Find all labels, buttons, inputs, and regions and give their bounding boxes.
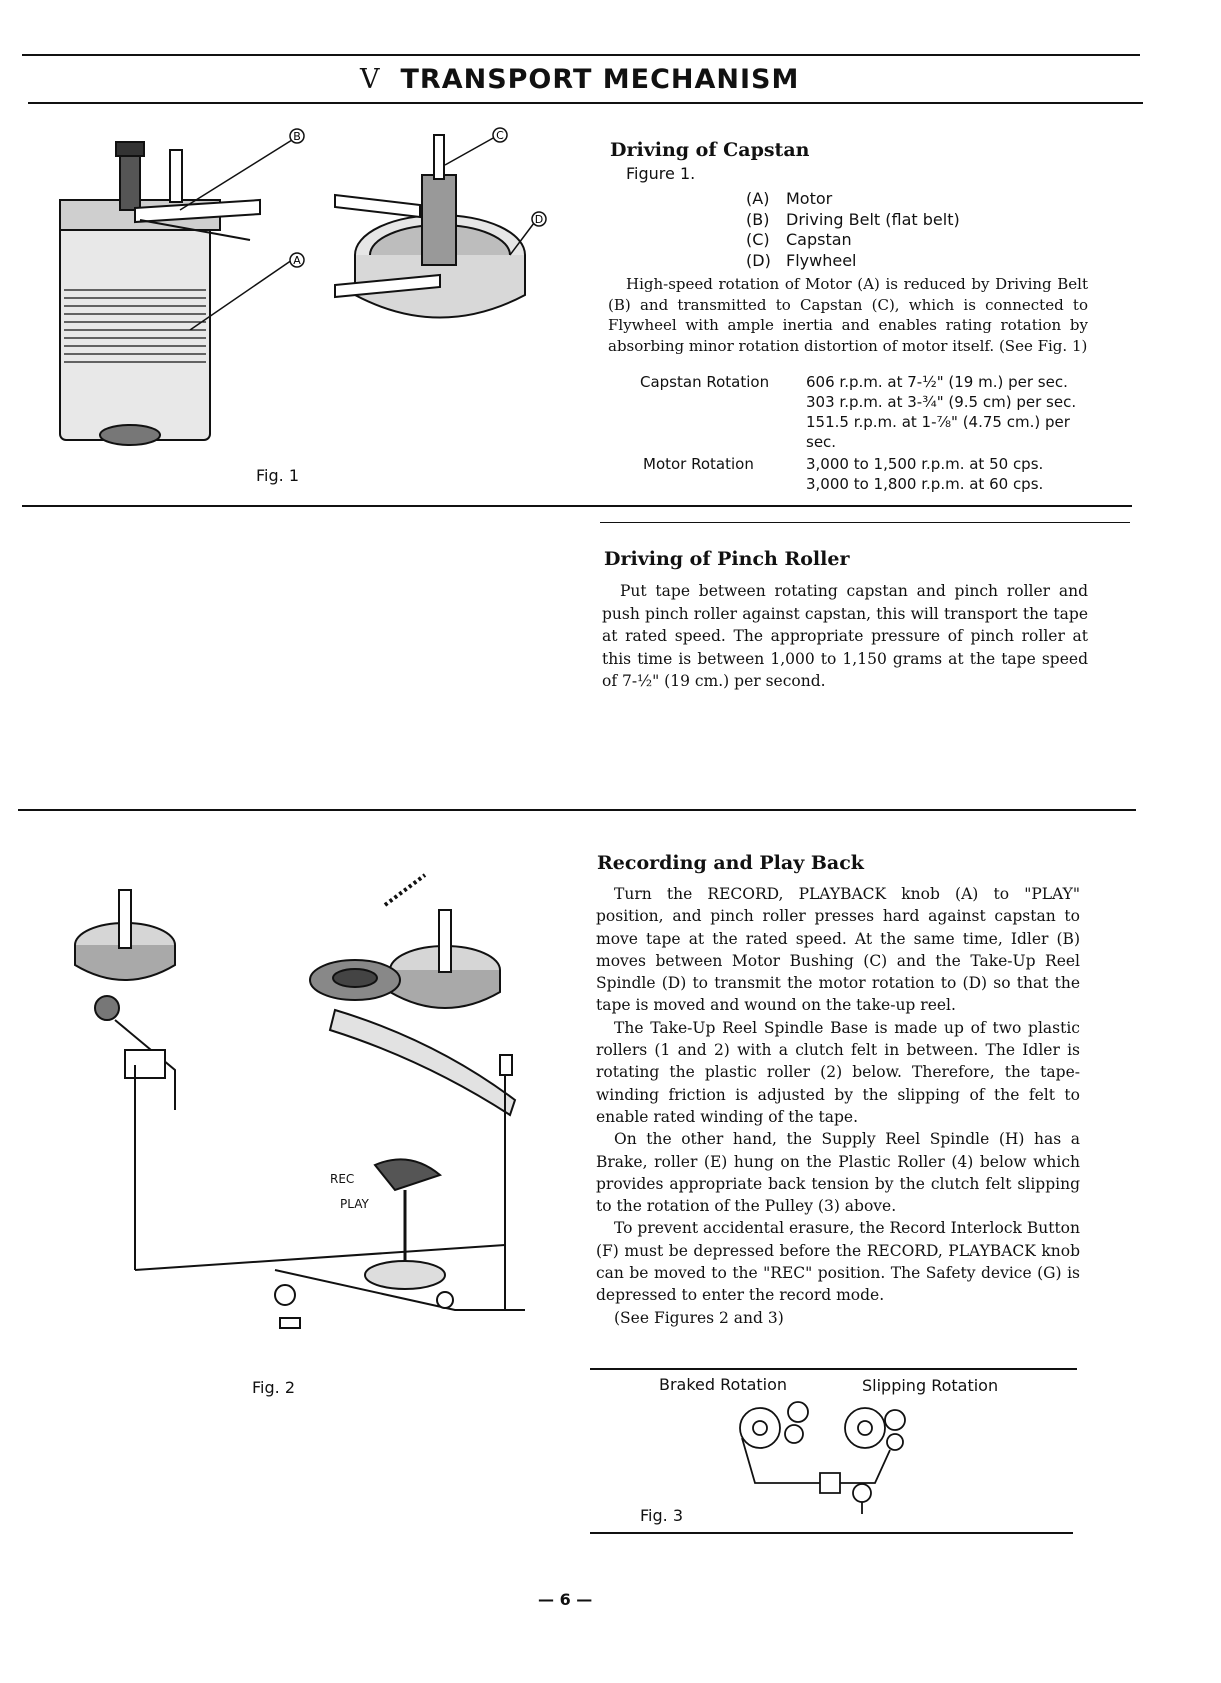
callout-d	[532, 212, 546, 226]
fig3-caption: Fig. 3	[640, 1506, 683, 1525]
parts-list	[746, 189, 960, 271]
fig3-rotation-diagram	[720, 1398, 920, 1518]
figure-reference: Figure 1.	[626, 164, 696, 183]
part-item: (B) Driving Belt (flat belt)	[746, 209, 960, 229]
capstan-rotation-value: 606 r.p.m. at 7-½" (19 m.) per sec.	[806, 373, 1068, 391]
recording-paragraph-4: To prevent accidental erasure, the Record Interlock Button (F) must be depressed before the RECORD, PLAYBACK knob can be moved to the "REC" position. The Safety device (G) is depressed to enter the record mode.	[596, 1219, 1080, 1305]
part-item: (A) Motor	[746, 189, 833, 208]
svg-text:C: C	[496, 129, 504, 142]
play-label: PLAY	[340, 1197, 369, 1211]
fig3-bottom-rule	[590, 1532, 1073, 1534]
braked-rotation-label: Braked Rotation	[659, 1375, 788, 1394]
recording-paragraph-3: On the other hand, the Supply Reel Spindle (H) has a Brake, roller (E) hung on the Plastic Roller (4) below which provides appropriate back tension by the clutch felt slipping to the rotation of the Pulley (3) above.	[596, 1130, 1080, 1216]
section1-rule	[22, 505, 1132, 507]
svg-text:D: D	[534, 213, 544, 226]
motor-rotation-value: 3,000 to 1,500 r.p.m. at 50 cps.	[806, 455, 1044, 473]
fig1-caption: Fig. 1	[256, 466, 299, 485]
callout-c	[493, 128, 507, 142]
motor-rotation-specs	[640, 454, 1080, 494]
top-rule	[22, 54, 1140, 56]
recording-paragraph-2: The Take-Up Reel Spindle Base is made up of two plastic rollers (1 and 2) with a clutch felt in between. The Idler is rotating the plastic roller (2) below. Therefore, the tape-winding friction is adjusted by the slipping of the felt to enable rated winding of the tape.	[596, 1018, 1080, 1126]
motor-rotation-label: Motor Rotation	[643, 455, 754, 473]
pinch-roller-heading: Driving of Pinch Roller	[604, 548, 850, 570]
svg-text:A: A	[293, 254, 301, 267]
callout-b	[290, 129, 304, 143]
part-item: (D) Flywheel	[746, 250, 857, 270]
capstan-heading: Driving of Capstan	[610, 139, 810, 161]
fig3-top-rule	[590, 1368, 1077, 1370]
section2-rule	[18, 809, 1136, 811]
rec-label: REC	[330, 1172, 355, 1186]
fig2-caption: Fig. 2	[252, 1378, 295, 1397]
slipping-rotation-label: Slipping Rotation	[862, 1376, 999, 1395]
section-title: TRANSPORT MECHANISM	[400, 64, 800, 95]
pinch-roller-paragraph: Put tape between rotating capstan and pinch roller and push pinch roller against capstan, this will transport the tape at rated speed. The appropriate pressure of pinch roller at this time is between 1,000 to 1,150 grams at the tape speed of 7-½" (19 cm.) per second.	[602, 582, 1088, 690]
recording-see-figures: (See Figures 2 and 3)	[614, 1308, 784, 1327]
recording-heading: Recording and Play Back	[597, 852, 864, 874]
capstan-rotation-specs	[640, 372, 1080, 452]
callout-a	[290, 253, 304, 267]
svg-text:B: B	[293, 130, 301, 143]
capstan-rotation-value: 151.5 r.p.m. at 1-⅞" (4.75 cm.) per	[806, 413, 1070, 431]
page-number: — 6 —	[538, 1590, 593, 1609]
motor-rotation-value: 3,000 to 1,800 r.p.m. at 60 cps.	[806, 475, 1044, 493]
capstan-rotation-value: 303 r.p.m. at 3-¾" (9.5 cm) per sec.	[806, 393, 1077, 411]
page-title	[360, 64, 799, 95]
fig2-reel-mechanism-illustration	[55, 870, 555, 1330]
fig1-capstan-flywheel-illustration	[330, 125, 560, 335]
fig1-motor-illustration	[40, 130, 330, 450]
part-item: (C) Capstan	[746, 230, 852, 249]
section1-rule-thin	[600, 522, 1130, 523]
section-roman-numeral: V	[360, 64, 381, 95]
recording-paragraph-1: Turn the RECORD, PLAYBACK knob (A) to "PLAY" position, and pinch roller presses hard against capstan to move tape at the rated speed. At the same time, Idler (B) moves between Motor Bushing (C) and the Take-Up Reel Spindle (D) to transmit the motor rotation to (D) so that the tape is moved and wound on the take-up reel.	[596, 885, 1080, 1015]
capstan-paragraph: High-speed rotation of Motor (A) is reduced by Driving Belt (B) and transmitted to Capstan (C), which is connected to Flywheel with ample inertia and enables rating rotation by absorbing minor rotation distortion of motor itself. (See Fig. 1)	[608, 275, 1088, 355]
capstan-rotation-value: sec.	[806, 433, 837, 451]
capstan-rotation-label: Capstan Rotation	[640, 373, 770, 391]
recording-paragraphs	[596, 883, 1080, 1329]
title-underline	[28, 102, 1143, 104]
